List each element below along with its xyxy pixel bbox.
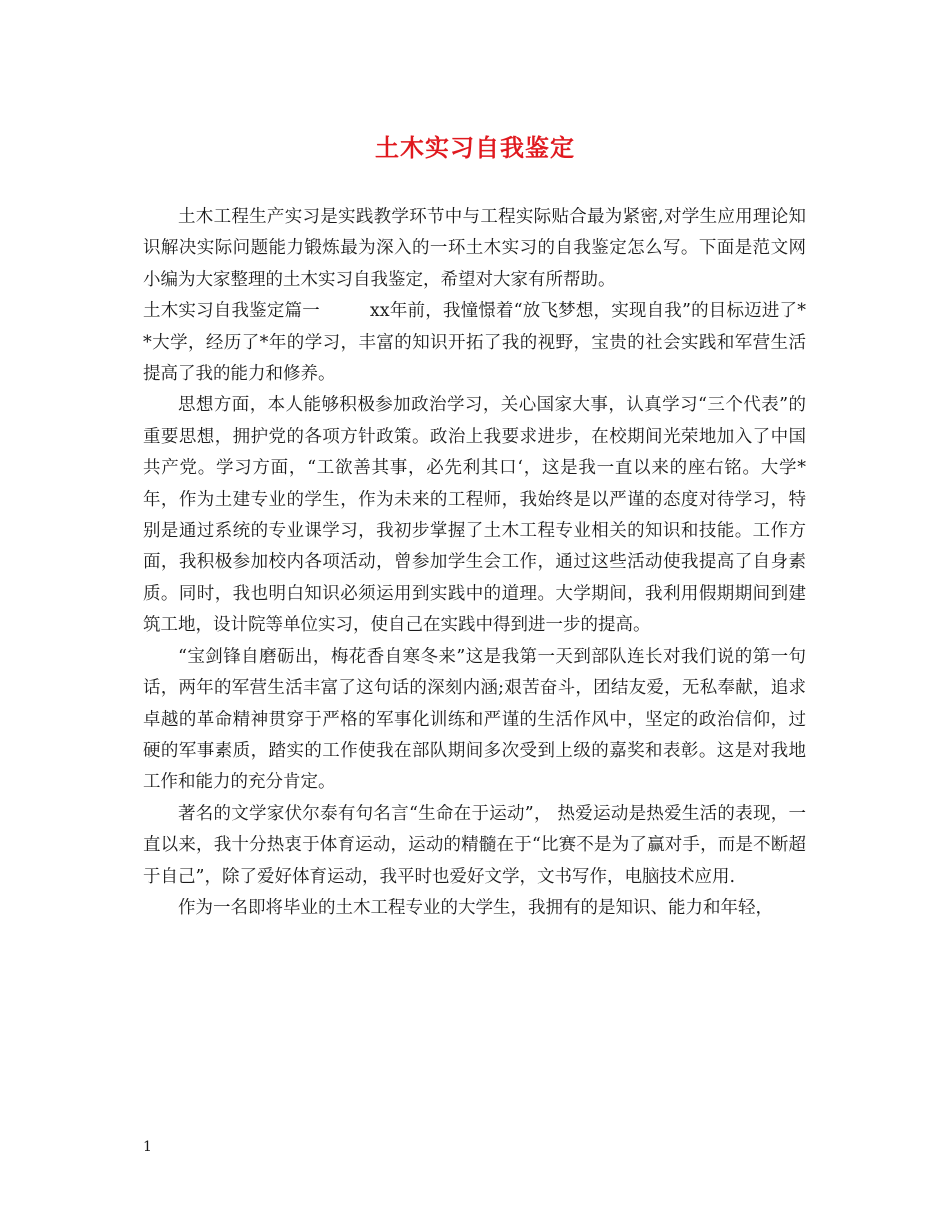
paragraph-graduate: 作为一名即将毕业的土木工程专业的大学生，我拥有的是知识、能力和年轻， (178, 897, 773, 918)
section-paragraph (143, 296, 806, 390)
paragraph-military: “宝剑锋自磨砺出，梅花香自寒冬来”这是我第一天到部队连长对我们说的第一句话，两年的军营生活丰富了这句话的深刻内涵;艰苦奋斗，团结友爱，无私奉献，追求卓越的革命精神贯穿于严格的军事化训练和严谨的生活作风中，坚定的政治信仰，过硬的军事素质，踏实的工作使我在部队期间多次受到上级的嘉奖和表彰。这是对我地工作和能力的充分肯定。 (143, 646, 806, 793)
section-text: xx年前，我憧憬着“放飞梦想，实现自我”的目标迈进了**大学，经历了*年的学习，丰富的知识开拓了我的视野，宝贵的社会实践和军营生活提高了我的能力和修养。 (143, 301, 806, 385)
document-title: 土木实习自我鉴定 (375, 133, 575, 162)
page-number: 1 (143, 1139, 152, 1155)
paragraph-sports: 著名的文学家伏尔泰有句名言“生命在于运动”， 热爱运动是热爱生活的表现，一直以来，我十分热衷于体育运动，运动的精髓在于“比赛不是为了赢对手，而是不断超于自己”，除了爱好体育运动，我平时也爱好文学，文书写作，电脑技术应用. (143, 803, 806, 887)
document-body (143, 202, 806, 924)
paragraph-thought: 思想方面，本人能够积极参加政治学习，关心国家大事，认真学习“三个代表”的重要思想，拥护党的各项方针政策。政治上我要求进步，在校期间光荣地加入了中国共产党。学习方面，“工欲善其事，必先利其口‘，这是我一直以来的座右铭。大学*年，作为土建专业的学生，作为未来的工程师，我始终是以严谨的态度对待学习，特别是通过系统的专业课学习，我初步掌握了土木工程专业相关的知识和技能。工作方面，我积极参加校内各项活动，曾参加学生会工作，通过这些活动使我提高了自身素质。同时，我也明白知识必须运用到实践中的道理。大学期间，我利用假期期间到建筑工地，设计院等单位实习，使自己在实践中得到进一步的提高。 (143, 395, 806, 636)
section-heading: 土木实习自我鉴定篇一 (143, 301, 320, 322)
paragraph-intro: 土木工程生产实习是实践教学环节中与工程实际贴合最为紧密,对学生应用理论知识解决实际问题能力锻炼最为深入的一环土木实习的自我鉴定怎么写。下面是范文网小编为大家整理的土木实习自我鉴定，希望对大家有所帮助。 (143, 207, 806, 290)
